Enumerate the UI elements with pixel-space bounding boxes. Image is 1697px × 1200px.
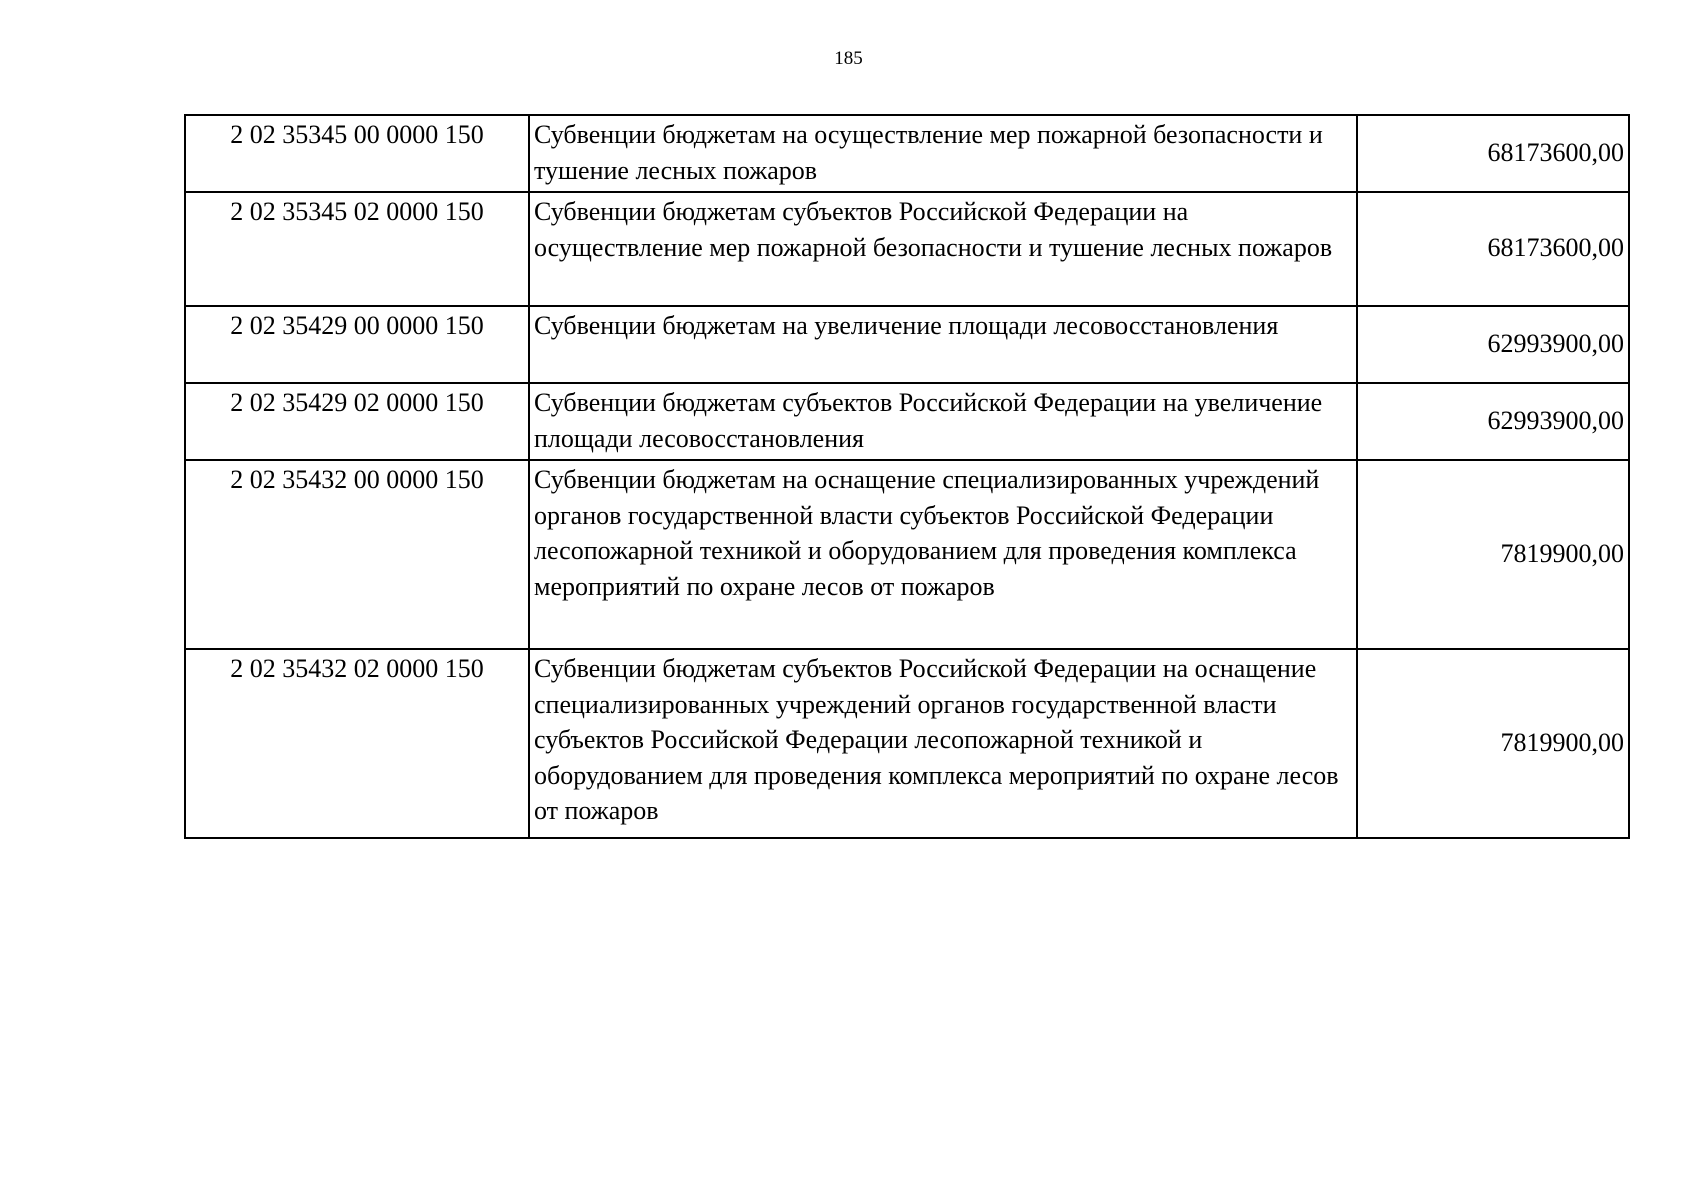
table-row: [185, 192, 1629, 306]
amount-cell: 7819900,00: [1357, 460, 1629, 649]
budget-table: [184, 114, 1630, 839]
description-cell: Субвенции бюджетам субъектов Российской Федерации на оснащение специализированных учреждений органов государственной власти субъектов Российской Федерации лесопожарной техникой и оборудованием для проведения комплекса мероприятий по охране лесов от пожаров: [529, 649, 1357, 838]
description-cell: Субвенции бюджетам на увеличение площади лесовосстановления: [529, 306, 1357, 383]
table-row: [185, 383, 1629, 460]
table-row: [185, 115, 1629, 192]
amount-cell: 62993900,00: [1357, 306, 1629, 383]
page-number: 185: [834, 48, 863, 69]
amount-cell: 62993900,00: [1357, 383, 1629, 460]
budget-code-cell: 2 02 35432 00 0000 150: [185, 460, 529, 649]
amount-cell: 68173600,00: [1357, 192, 1629, 306]
budget-code-cell: 2 02 35429 02 0000 150: [185, 383, 529, 460]
table-row: [185, 460, 1629, 649]
table-row: [185, 306, 1629, 383]
amount-cell: 68173600,00: [1357, 115, 1629, 192]
amount-cell: 7819900,00: [1357, 649, 1629, 838]
description-cell: Субвенции бюджетам субъектов Российской Федерации на увеличение площади лесовосстановления: [529, 383, 1357, 460]
table-row: [185, 649, 1629, 838]
description-cell: Субвенции бюджетам субъектов Российской Федерации на осуществление мер пожарной безопасности и тушение лесных пожаров: [529, 192, 1357, 306]
budget-code-cell: 2 02 35345 02 0000 150: [185, 192, 529, 306]
budget-code-cell: 2 02 35429 00 0000 150: [185, 306, 529, 383]
budget-code-cell: 2 02 35432 02 0000 150: [185, 649, 529, 838]
description-cell: Субвенции бюджетам на осуществление мер пожарной безопасности и тушение лесных пожаров: [529, 115, 1357, 192]
budget-code-cell: 2 02 35345 00 0000 150: [185, 115, 529, 192]
description-cell: Субвенции бюджетам на оснащение специализированных учреждений органов государственной власти субъектов Российской Федерации лесопожарной техникой и оборудованием для проведения комплекса мероприятий по охране лесов от пожаров: [529, 460, 1357, 649]
